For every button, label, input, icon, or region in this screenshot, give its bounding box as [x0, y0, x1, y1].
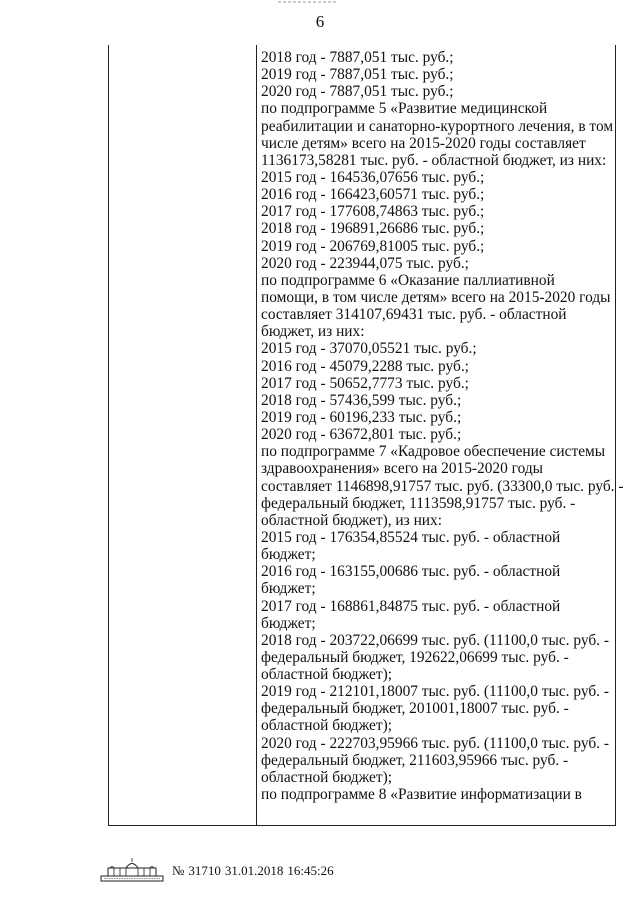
registration-time: 16:45:26 — [287, 863, 334, 878]
number-sign: № — [172, 863, 185, 878]
text-line: 2020 год - 222703,95966 тыс. руб. (11100,0 тыс. руб. - — [261, 734, 609, 752]
text-line: бюджет, из них: — [261, 323, 365, 341]
table-column-divider — [256, 45, 257, 826]
text-line: 2018 год - 196891,26686 тыс. руб.; — [261, 220, 485, 238]
text-line: областной бюджет); — [261, 666, 392, 684]
registration-info — [172, 863, 338, 879]
text-line: 2019 год - 7887,051 тыс. руб.; — [261, 66, 454, 84]
text-line: 2015 год - 164536,07656 тыс. руб.; — [261, 168, 485, 186]
registration-number: 31710 — [188, 863, 221, 878]
table-left-cell — [109, 45, 256, 825]
scan-mark — [278, 0, 338, 4]
text-line: федеральный бюджет, 211603,95966 тыс. руб. - — [261, 751, 569, 769]
text-line: федеральный бюджет, 201001,18007 тыс. руб. - — [261, 700, 569, 718]
text-line: областной бюджет); — [261, 717, 392, 735]
government-building-seal-icon — [100, 857, 164, 883]
text-line: 2020 год - 63672,801 тыс. руб.; — [261, 426, 462, 444]
text-line: составляет 1146898,91757 тыс. руб. (33300,0 тыс. руб. - — [261, 477, 624, 495]
text-line: бюджет; — [261, 580, 316, 598]
text-line: 2019 год - 60196,233 тыс. руб.; — [261, 408, 462, 426]
text-line: 2019 год - 206769,81005 тыс. руб.; — [261, 237, 485, 255]
text-line: реабилитации и санаторно-курортного лечения, в том — [261, 117, 614, 135]
text-line: 2020 год - 223944,075 тыс. руб.; — [261, 254, 469, 272]
text-line: по подпрограмме 5 «Развитие медицинской — [261, 100, 548, 118]
text-line: бюджет; — [261, 614, 316, 632]
text-line: федеральный бюджет, 1113598,91757 тыс. руб. - — [261, 494, 576, 512]
text-line: 2018 год - 203722,06699 тыс. руб. (11100,0 тыс. руб. - — [261, 631, 609, 649]
text-line: 2019 год - 212101,18007 тыс. руб. (11100,0 тыс. руб. - — [261, 683, 609, 701]
text-line: по подпрограмме 7 «Кадровое обеспечение системы — [261, 443, 606, 461]
registration-date: 31.01.2018 — [224, 863, 284, 878]
text-line: составляет 314107,69431 тыс. руб. - областной — [261, 306, 567, 324]
table-right-cell-text — [261, 49, 624, 804]
text-line: 1136173,58281 тыс. руб. - областной бюджет, из них: — [261, 151, 607, 169]
text-line: 2016 год - 163155,00686 тыс. руб. - областной — [261, 563, 561, 581]
text-line: 2015 год - 37070,05521 тыс. руб.; — [261, 340, 477, 358]
text-line: 2016 год - 45079,2288 тыс. руб.; — [261, 357, 469, 375]
text-line: по подпрограмме 8 «Развитие информатизации в — [261, 786, 582, 804]
text-line: 2017 год - 168861,84875 тыс. руб. - областной — [261, 597, 561, 615]
text-line: 2018 год - 7887,051 тыс. руб.; — [261, 49, 454, 66]
text-line: 2020 год - 7887,051 тыс. руб.; — [261, 83, 454, 101]
text-line: 2017 год - 177608,74863 тыс. руб.; — [261, 203, 485, 221]
text-line: областной бюджет), из них: — [261, 511, 443, 529]
text-line: 2015 год - 176354,85524 тыс. руб. - областной — [261, 528, 561, 546]
text-line: бюджет; — [261, 546, 316, 564]
text-line: 2016 год - 166423,60571 тыс. руб.; — [261, 186, 485, 204]
text-line: областной бюджет); — [261, 768, 392, 786]
registration-stamp — [100, 857, 520, 887]
text-line: здравоохранения» всего на 2015-2020 годы — [261, 460, 544, 478]
page-number: 6 — [315, 12, 325, 31]
text-line: федеральный бюджет, 192622,06699 тыс. руб. - — [261, 648, 569, 666]
text-line: 2018 год - 57436,599 тыс. руб.; — [261, 391, 462, 409]
text-line: числе детям» всего на 2015-2020 годы составляет — [261, 134, 586, 152]
text-line: 2017 год - 50652,7773 тыс. руб.; — [261, 374, 469, 392]
text-line: помощи, в том числе детям» всего на 2015-2020 годы — [261, 288, 611, 306]
text-line: по подпрограмме 6 «Оказание паллиативной — [261, 271, 555, 289]
